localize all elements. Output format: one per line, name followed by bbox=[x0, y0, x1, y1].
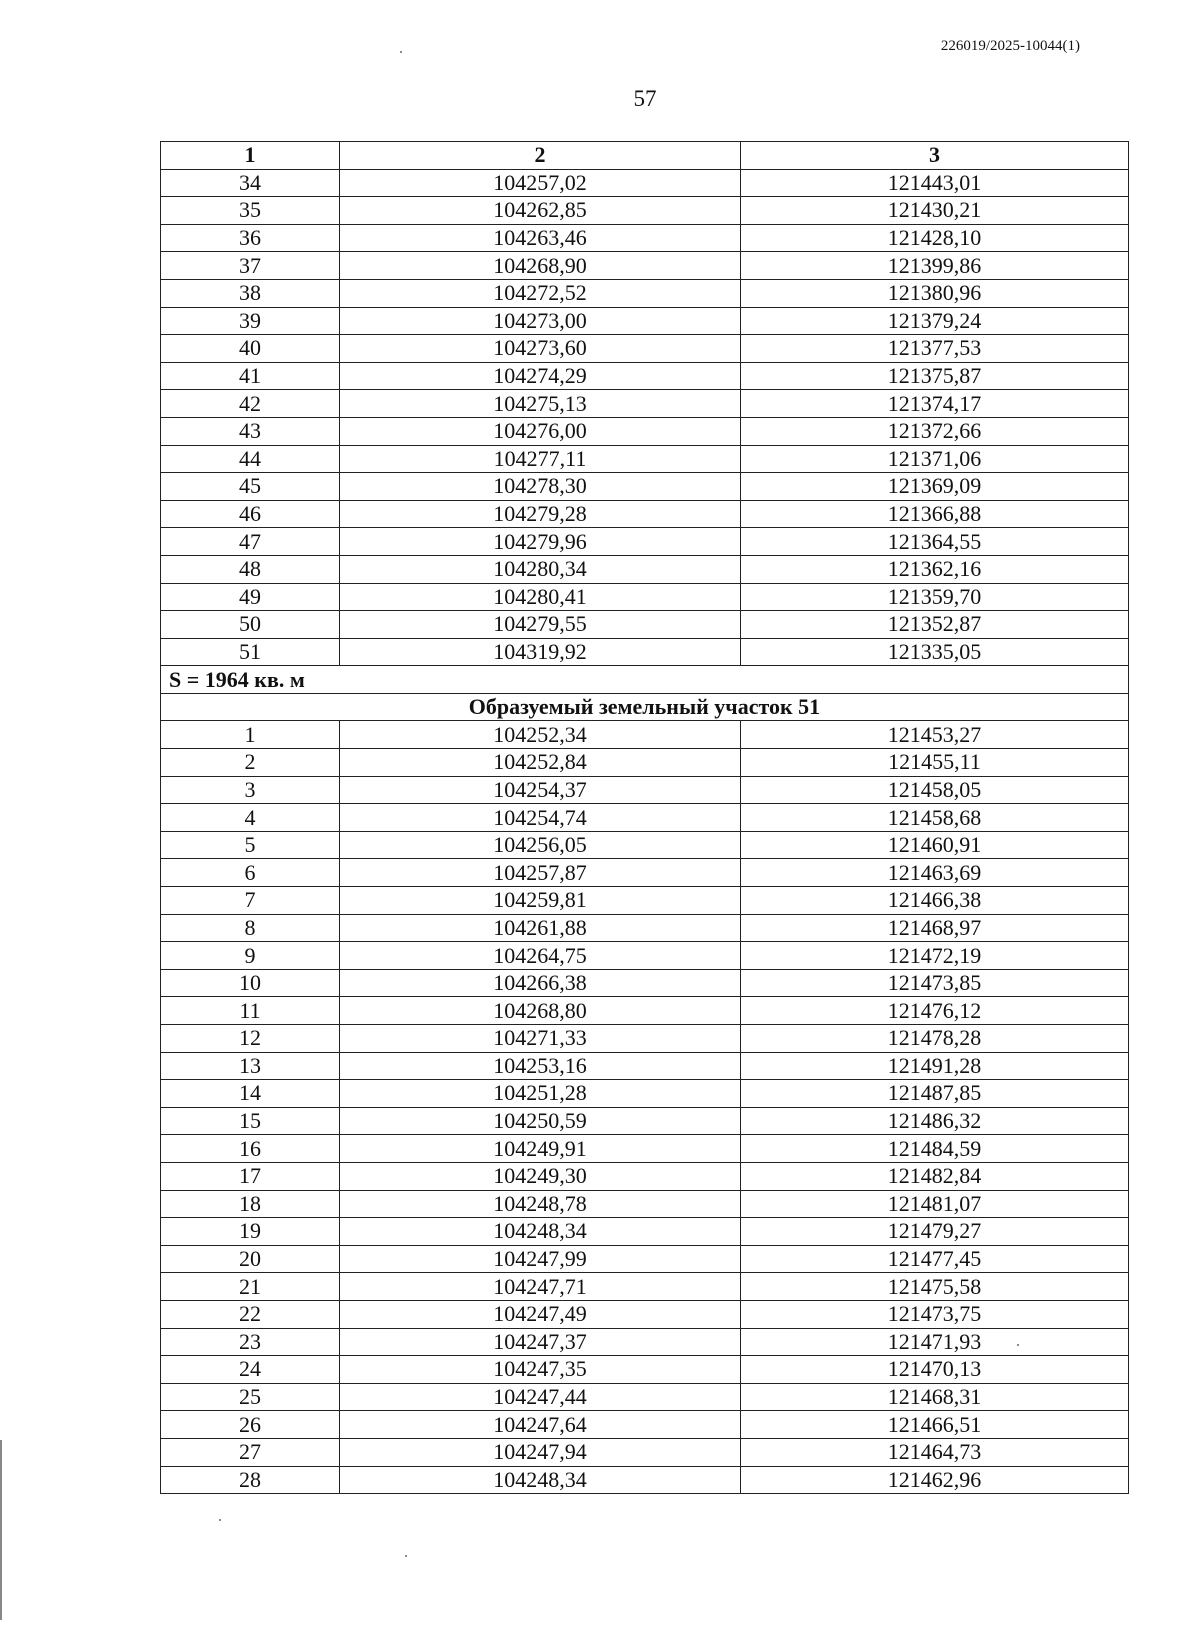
table-row bbox=[161, 279, 1129, 307]
y-coordinate-cell: 121481,07 bbox=[741, 1190, 1129, 1218]
point-number-cell: 15 bbox=[161, 1107, 340, 1135]
point-number-cell: 46 bbox=[161, 500, 340, 528]
x-coordinate-cell: 104268,90 bbox=[340, 252, 741, 280]
table-row bbox=[161, 1025, 1129, 1053]
y-coordinate-cell: 121466,38 bbox=[741, 887, 1129, 915]
y-coordinate-cell: 121491,28 bbox=[741, 1052, 1129, 1080]
x-coordinate-cell: 104248,34 bbox=[340, 1218, 741, 1246]
x-coordinate-cell: 104279,28 bbox=[340, 500, 741, 528]
y-coordinate-cell: 121470,13 bbox=[741, 1356, 1129, 1384]
x-coordinate-cell: 104250,59 bbox=[340, 1107, 741, 1135]
x-coordinate-cell: 104272,52 bbox=[340, 279, 741, 307]
coordinates-table bbox=[160, 141, 1129, 1494]
point-number-cell: 13 bbox=[161, 1052, 340, 1080]
area-row bbox=[161, 666, 1129, 694]
x-coordinate-cell: 104248,34 bbox=[340, 1466, 741, 1494]
table-row bbox=[161, 1383, 1129, 1411]
y-coordinate-cell: 121462,96 bbox=[741, 1466, 1129, 1494]
point-number-cell: 45 bbox=[161, 473, 340, 501]
x-coordinate-cell: 104280,41 bbox=[340, 583, 741, 611]
y-coordinate-cell: 121458,68 bbox=[741, 804, 1129, 832]
x-coordinate-cell: 104271,33 bbox=[340, 1025, 741, 1053]
table-row bbox=[161, 1162, 1129, 1190]
table-row bbox=[161, 638, 1129, 666]
y-coordinate-cell: 121463,69 bbox=[741, 859, 1129, 887]
section-title: Образуемый земельный участок 51 bbox=[161, 693, 1129, 721]
x-coordinate-cell: 104247,99 bbox=[340, 1245, 741, 1273]
point-number-cell: 23 bbox=[161, 1328, 340, 1356]
table-body-part2 bbox=[161, 721, 1129, 1494]
point-number-cell: 35 bbox=[161, 197, 340, 225]
y-coordinate-cell: 121399,86 bbox=[741, 252, 1129, 280]
table-row bbox=[161, 1466, 1129, 1494]
y-coordinate-cell: 121428,10 bbox=[741, 224, 1129, 252]
y-coordinate-cell: 121473,75 bbox=[741, 1300, 1129, 1328]
y-coordinate-cell: 121458,05 bbox=[741, 776, 1129, 804]
x-coordinate-cell: 104279,55 bbox=[340, 611, 741, 639]
table-row bbox=[161, 1411, 1129, 1439]
y-coordinate-cell: 121366,88 bbox=[741, 500, 1129, 528]
y-coordinate-cell: 121335,05 bbox=[741, 638, 1129, 666]
y-coordinate-cell: 121364,55 bbox=[741, 528, 1129, 556]
point-number-cell: 4 bbox=[161, 804, 340, 832]
x-coordinate-cell: 104256,05 bbox=[340, 831, 741, 859]
y-coordinate-cell: 121352,87 bbox=[741, 611, 1129, 639]
scan-edge bbox=[0, 1440, 2, 1620]
point-number-cell: 38 bbox=[161, 279, 340, 307]
point-number-cell: 10 bbox=[161, 969, 340, 997]
table-row bbox=[161, 1356, 1129, 1384]
x-coordinate-cell: 104248,78 bbox=[340, 1190, 741, 1218]
point-number-cell: 40 bbox=[161, 335, 340, 363]
y-coordinate-cell: 121375,87 bbox=[741, 362, 1129, 390]
y-coordinate-cell: 121477,45 bbox=[741, 1245, 1129, 1273]
table-row bbox=[161, 555, 1129, 583]
point-number-cell: 27 bbox=[161, 1438, 340, 1466]
y-coordinate-cell: 121482,84 bbox=[741, 1162, 1129, 1190]
table-row bbox=[161, 997, 1129, 1025]
table-row bbox=[161, 417, 1129, 445]
x-coordinate-cell: 104247,49 bbox=[340, 1300, 741, 1328]
y-coordinate-cell: 121471,93 bbox=[741, 1328, 1129, 1356]
x-coordinate-cell: 104273,00 bbox=[340, 307, 741, 335]
x-coordinate-cell: 104264,75 bbox=[340, 942, 741, 970]
point-number-cell: 16 bbox=[161, 1135, 340, 1163]
point-number-cell: 36 bbox=[161, 224, 340, 252]
x-coordinate-cell: 104247,64 bbox=[340, 1411, 741, 1439]
point-number-cell: 19 bbox=[161, 1218, 340, 1246]
y-coordinate-cell: 121369,09 bbox=[741, 473, 1129, 501]
table-row bbox=[161, 942, 1129, 970]
point-number-cell: 9 bbox=[161, 942, 340, 970]
column-header: 3 bbox=[741, 142, 1129, 170]
x-coordinate-cell: 104275,13 bbox=[340, 390, 741, 418]
x-coordinate-cell: 104247,44 bbox=[340, 1383, 741, 1411]
point-number-cell: 7 bbox=[161, 887, 340, 915]
x-coordinate-cell: 104254,74 bbox=[340, 804, 741, 832]
table-row bbox=[161, 252, 1129, 280]
table-row bbox=[161, 914, 1129, 942]
table-row bbox=[161, 804, 1129, 832]
x-coordinate-cell: 104268,80 bbox=[340, 997, 741, 1025]
table-row bbox=[161, 307, 1129, 335]
y-coordinate-cell: 121460,91 bbox=[741, 831, 1129, 859]
table-row bbox=[161, 1245, 1129, 1273]
x-coordinate-cell: 104251,28 bbox=[340, 1080, 741, 1108]
table-row bbox=[161, 776, 1129, 804]
point-number-cell: 26 bbox=[161, 1411, 340, 1439]
table-row bbox=[161, 1107, 1129, 1135]
x-coordinate-cell: 104247,71 bbox=[340, 1273, 741, 1301]
table-body-section bbox=[161, 666, 1129, 721]
table-row bbox=[161, 583, 1129, 611]
point-number-cell: 41 bbox=[161, 362, 340, 390]
table-row bbox=[161, 197, 1129, 225]
y-coordinate-cell: 121486,32 bbox=[741, 1107, 1129, 1135]
area-label: S = 1964 кв. м bbox=[161, 666, 1129, 694]
x-coordinate-cell: 104277,11 bbox=[340, 445, 741, 473]
table-row bbox=[161, 749, 1129, 777]
table-row bbox=[161, 969, 1129, 997]
x-coordinate-cell: 104257,87 bbox=[340, 859, 741, 887]
x-coordinate-cell: 104253,16 bbox=[340, 1052, 741, 1080]
point-number-cell: 22 bbox=[161, 1300, 340, 1328]
table-row bbox=[161, 1218, 1129, 1246]
y-coordinate-cell: 121478,28 bbox=[741, 1025, 1129, 1053]
table-row bbox=[161, 500, 1129, 528]
x-coordinate-cell: 104273,60 bbox=[340, 335, 741, 363]
point-number-cell: 50 bbox=[161, 611, 340, 639]
table-row bbox=[161, 859, 1129, 887]
y-coordinate-cell: 121468,97 bbox=[741, 914, 1129, 942]
table-row bbox=[161, 473, 1129, 501]
table-row bbox=[161, 528, 1129, 556]
table-row bbox=[161, 611, 1129, 639]
document-number: 226019/2025-10044(1) bbox=[940, 38, 1080, 54]
point-number-cell: 47 bbox=[161, 528, 340, 556]
y-coordinate-cell: 121374,17 bbox=[741, 390, 1129, 418]
table-row bbox=[161, 1300, 1129, 1328]
point-number-cell: 28 bbox=[161, 1466, 340, 1494]
x-coordinate-cell: 104319,92 bbox=[340, 638, 741, 666]
x-coordinate-cell: 104280,34 bbox=[340, 555, 741, 583]
y-coordinate-cell: 121371,06 bbox=[741, 445, 1129, 473]
x-coordinate-cell: 104254,37 bbox=[340, 776, 741, 804]
point-number-cell: 2 bbox=[161, 749, 340, 777]
table-row bbox=[161, 335, 1129, 363]
table-body-part1 bbox=[161, 169, 1129, 666]
point-number-cell: 43 bbox=[161, 417, 340, 445]
table-row bbox=[161, 887, 1129, 915]
y-coordinate-cell: 121475,58 bbox=[741, 1273, 1129, 1301]
y-coordinate-cell: 121476,12 bbox=[741, 997, 1129, 1025]
point-number-cell: 42 bbox=[161, 390, 340, 418]
y-coordinate-cell: 121455,11 bbox=[741, 749, 1129, 777]
section-title-row bbox=[161, 693, 1129, 721]
y-coordinate-cell: 121464,73 bbox=[741, 1438, 1129, 1466]
page-number: 57 bbox=[633, 86, 657, 111]
point-number-cell: 44 bbox=[161, 445, 340, 473]
column-header: 1 bbox=[161, 142, 340, 170]
y-coordinate-cell: 121473,85 bbox=[741, 969, 1129, 997]
x-coordinate-cell: 104252,84 bbox=[340, 749, 741, 777]
y-coordinate-cell: 121484,59 bbox=[741, 1135, 1129, 1163]
x-coordinate-cell: 104257,02 bbox=[340, 169, 741, 197]
y-coordinate-cell: 121380,96 bbox=[741, 279, 1129, 307]
x-coordinate-cell: 104247,37 bbox=[340, 1328, 741, 1356]
y-coordinate-cell: 121359,70 bbox=[741, 583, 1129, 611]
x-coordinate-cell: 104263,46 bbox=[340, 224, 741, 252]
point-number-cell: 11 bbox=[161, 997, 340, 1025]
y-coordinate-cell: 121472,19 bbox=[741, 942, 1129, 970]
point-number-cell: 18 bbox=[161, 1190, 340, 1218]
y-coordinate-cell: 121443,01 bbox=[741, 169, 1129, 197]
x-coordinate-cell: 104278,30 bbox=[340, 473, 741, 501]
x-coordinate-cell: 104276,00 bbox=[340, 417, 741, 445]
y-coordinate-cell: 121362,16 bbox=[741, 555, 1129, 583]
column-header: 2 bbox=[340, 142, 741, 170]
table-row bbox=[161, 1190, 1129, 1218]
point-number-cell: 24 bbox=[161, 1356, 340, 1384]
point-number-cell: 1 bbox=[161, 721, 340, 749]
x-coordinate-cell: 104249,30 bbox=[340, 1162, 741, 1190]
table-row bbox=[161, 831, 1129, 859]
point-number-cell: 20 bbox=[161, 1245, 340, 1273]
y-coordinate-cell: 121372,66 bbox=[741, 417, 1129, 445]
table-header-row bbox=[161, 142, 1129, 170]
y-coordinate-cell: 121430,21 bbox=[741, 197, 1129, 225]
table-row bbox=[161, 445, 1129, 473]
point-number-cell: 14 bbox=[161, 1080, 340, 1108]
point-number-cell: 6 bbox=[161, 859, 340, 887]
point-number-cell: 25 bbox=[161, 1383, 340, 1411]
y-coordinate-cell: 121466,51 bbox=[741, 1411, 1129, 1439]
point-number-cell: 51 bbox=[161, 638, 340, 666]
point-number-cell: 48 bbox=[161, 555, 340, 583]
table-row bbox=[161, 1328, 1129, 1356]
y-coordinate-cell: 121377,53 bbox=[741, 335, 1129, 363]
point-number-cell: 49 bbox=[161, 583, 340, 611]
table-row bbox=[161, 1080, 1129, 1108]
point-number-cell: 21 bbox=[161, 1273, 340, 1301]
y-coordinate-cell: 121379,24 bbox=[741, 307, 1129, 335]
point-number-cell: 12 bbox=[161, 1025, 340, 1053]
point-number-cell: 3 bbox=[161, 776, 340, 804]
table-row bbox=[161, 390, 1129, 418]
point-number-cell: 8 bbox=[161, 914, 340, 942]
table-row bbox=[161, 1052, 1129, 1080]
point-number-cell: 5 bbox=[161, 831, 340, 859]
x-coordinate-cell: 104279,96 bbox=[340, 528, 741, 556]
table-row bbox=[161, 721, 1129, 749]
x-coordinate-cell: 104247,94 bbox=[340, 1438, 741, 1466]
x-coordinate-cell: 104247,35 bbox=[340, 1356, 741, 1384]
y-coordinate-cell: 121479,27 bbox=[741, 1218, 1129, 1246]
x-coordinate-cell: 104262,85 bbox=[340, 197, 741, 225]
table-row bbox=[161, 1273, 1129, 1301]
y-coordinate-cell: 121487,85 bbox=[741, 1080, 1129, 1108]
table-row bbox=[161, 224, 1129, 252]
table-row bbox=[161, 169, 1129, 197]
point-number-cell: 37 bbox=[161, 252, 340, 280]
y-coordinate-cell: 121468,31 bbox=[741, 1383, 1129, 1411]
table-row bbox=[161, 1438, 1129, 1466]
y-coordinate-cell: 121453,27 bbox=[741, 721, 1129, 749]
x-coordinate-cell: 104249,91 bbox=[340, 1135, 741, 1163]
point-number-cell: 34 bbox=[161, 169, 340, 197]
table-row bbox=[161, 362, 1129, 390]
x-coordinate-cell: 104274,29 bbox=[340, 362, 741, 390]
point-number-cell: 39 bbox=[161, 307, 340, 335]
x-coordinate-cell: 104259,81 bbox=[340, 887, 741, 915]
x-coordinate-cell: 104261,88 bbox=[340, 914, 741, 942]
point-number-cell: 17 bbox=[161, 1162, 340, 1190]
x-coordinate-cell: 104252,34 bbox=[340, 721, 741, 749]
x-coordinate-cell: 104266,38 bbox=[340, 969, 741, 997]
table-row bbox=[161, 1135, 1129, 1163]
